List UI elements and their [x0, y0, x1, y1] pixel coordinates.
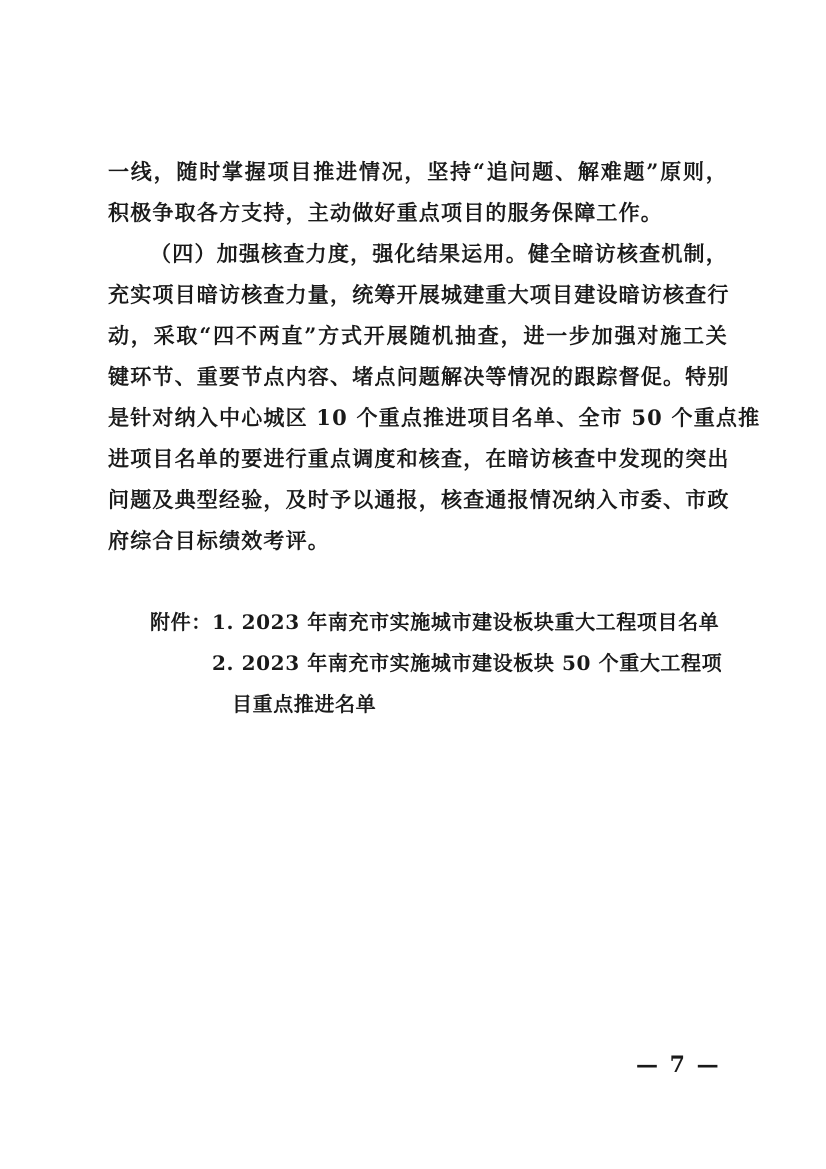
body-line-1: 一线，随时掌握项目推进情况，坚持“追问题、解难题”原则， [108, 159, 728, 184]
attachment-item-2: 2. 2023 年南充市实施城市建设板块 50 个重大工程项 [212, 651, 723, 675]
body-line-7: 是针对纳入中心城区 10 个重点推进项目名单、全市 50 个重点推 [108, 405, 761, 430]
attachments-label: 附件： [150, 610, 212, 634]
section-heading-line: （四）加强核查力度，强化结果运用。健全暗访核查机制， [150, 241, 728, 266]
page-number: — 7 — [636, 1052, 721, 1078]
body-line-5: 动，采取“四不两直”方式开展随机抽查，进一步加强对施工关 [108, 323, 728, 348]
body-line-9: 问题及典型经验，及时予以通报，核查通报情况纳入市委、市政 [108, 487, 730, 512]
attachment-item-2-continued: 目重点推进名单 [232, 692, 377, 716]
body-line-2: 积极争取各方支持，主动做好重点项目的服务保障工作。 [108, 200, 663, 225]
body-line-6: 键环节、重要节点内容、堵点问题解决等情况的跟踪督促。特别 [108, 364, 730, 389]
body-line-10: 府综合目标绩效考评。 [108, 528, 330, 553]
body-line-8: 进项目名单的要进行重点调度和核查，在暗访核查中发现的突出 [108, 446, 730, 471]
attachment-item-1: 1. 2023 年南充市实施城市建设板块重大工程项目名单 [212, 610, 720, 634]
body-line-4: 充实项目暗访核查力量，统筹开展城建重大项目建设暗访核查行 [108, 282, 730, 307]
